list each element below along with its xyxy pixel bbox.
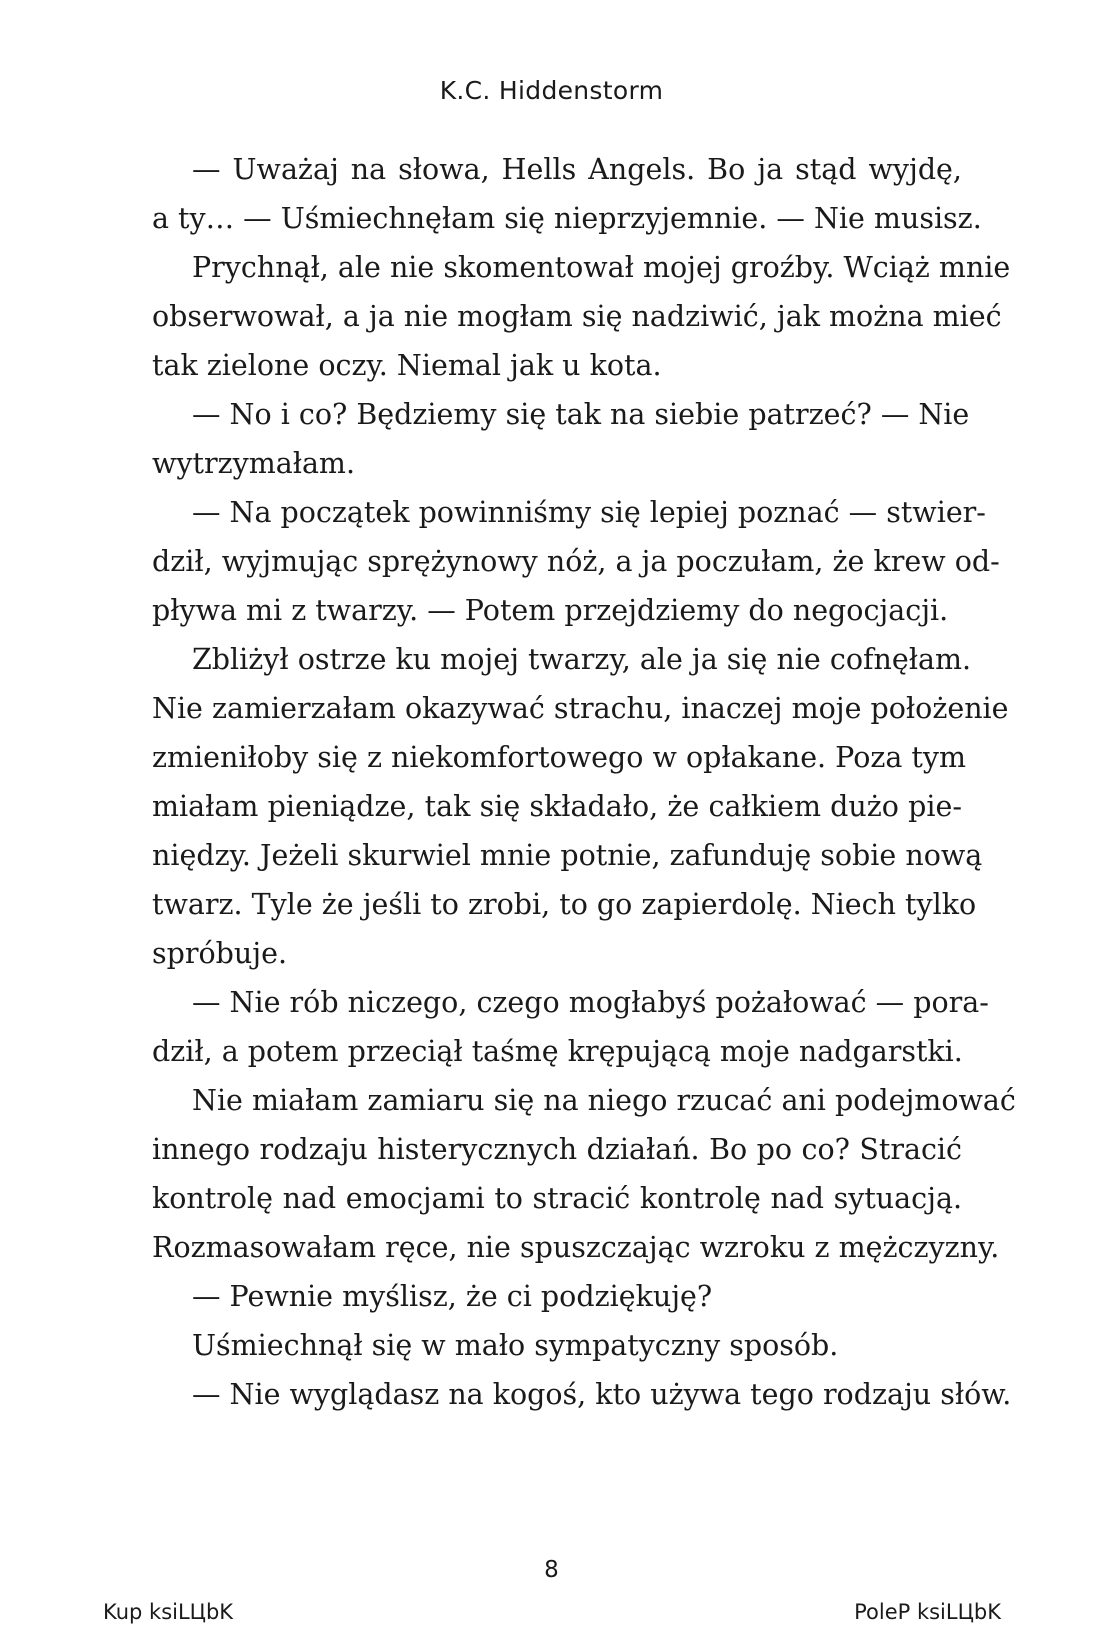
text-line: niędzy. Jeżeli skurwiel mnie potnie, zafunduję sobie nową [152,839,983,872]
paragraph-1 [152,145,982,243]
text-line: zmieniłoby się z niekomfortowego w opłakane. Poza tym [152,741,967,774]
paragraph-2 [152,243,1011,390]
running-header [0,76,1103,105]
text-line: miałam pieniądze, tak się składało, że całkiem dużo pie- [152,790,962,823]
text-line: Zbliżył ostrze ku mojej twarzy, ale ja się nie cofnęłam. [192,643,972,676]
running-title: K.C. Hiddenstorm [439,76,664,105]
text-line: — Nie wyglądasz na kogoś, kto używa tego rodzaju słów. [192,1378,1012,1411]
text-line: dził, wyjmując sprężynowy nóż, a ja poczułam, że krew od- [152,545,1000,578]
buy-book-link[interactable]: Kup ksiLЦbK [103,1600,234,1624]
text-line: Nie miałam zamiaru się na niego rzucać ani podejmować [192,1084,1016,1117]
recommend-book-link[interactable]: PoleP ksiLЦbK [854,1600,1001,1624]
text-line: obserwował, a ja nie mogłam się nadziwić, jak można mieć [152,300,1002,333]
paragraph-5 [152,635,1009,978]
page-number: 8 [544,1557,559,1583]
text-line: Prychnął, ale nie skomentował mojej groźby. Wciąż mnie [192,251,1011,284]
text-line: Nie zamierzałam okazywać strachu, inaczej moje położenie [152,692,1009,725]
paragraph-4 [152,488,1000,635]
text-line: pływa mi z twarzy. — Potem przejdziemy do negocjacji. [152,594,949,627]
text-line: twarz. Tyle że jeśli to zrobi, to go zapierdolę. Niech tylko [152,888,977,921]
text-line: tak zielone oczy. Niemal jak u kota. [152,349,662,382]
text-line: kontrolę nad emocjami to stracić kontrolę nad sytuacją. [152,1182,962,1215]
paragraph-10 [152,1370,1012,1419]
text-line: Uśmiechnął się w mało sympatyczny sposób. [192,1329,839,1362]
text-line: Rozmasowałam ręce, nie spuszczając wzroku z mężczyzny. [152,1231,1000,1264]
text-line: — Uważaj na słowa, Hells Angels. Bo ja stąd wyjdę, [192,153,962,186]
text-line: dził, a potem przeciął taśmę krępującą moje nadgarstki. [152,1035,963,1068]
text-line: — Pewnie myślisz, że ci podziękuję? [192,1280,713,1313]
paragraph-9 [152,1321,962,1370]
paragraph-8 [152,1272,962,1321]
body-text [152,145,1016,1419]
text-line: innego rodzaju histerycznych działań. Bo po co? Stracić [152,1133,962,1166]
text-line: — Na początek powinniśmy się lepiej poznać — stwier- [192,496,986,529]
paragraph-6 [152,978,989,1076]
text-line: wytrzymałam. [152,447,356,480]
paragraph-7 [152,1076,1016,1272]
text-line: a ty… — Uśmiechnęłam się nieprzyjemnie. — Nie musisz. [152,202,982,235]
paragraph-3 [152,390,970,488]
text-line: — No i co? Będziemy się tak na siebie patrzeć? — Nie [192,398,970,431]
text-line: — Nie rób niczego, czego mogłabyś pożałować — pora- [192,986,989,1019]
text-line: spróbuje. [152,937,288,970]
